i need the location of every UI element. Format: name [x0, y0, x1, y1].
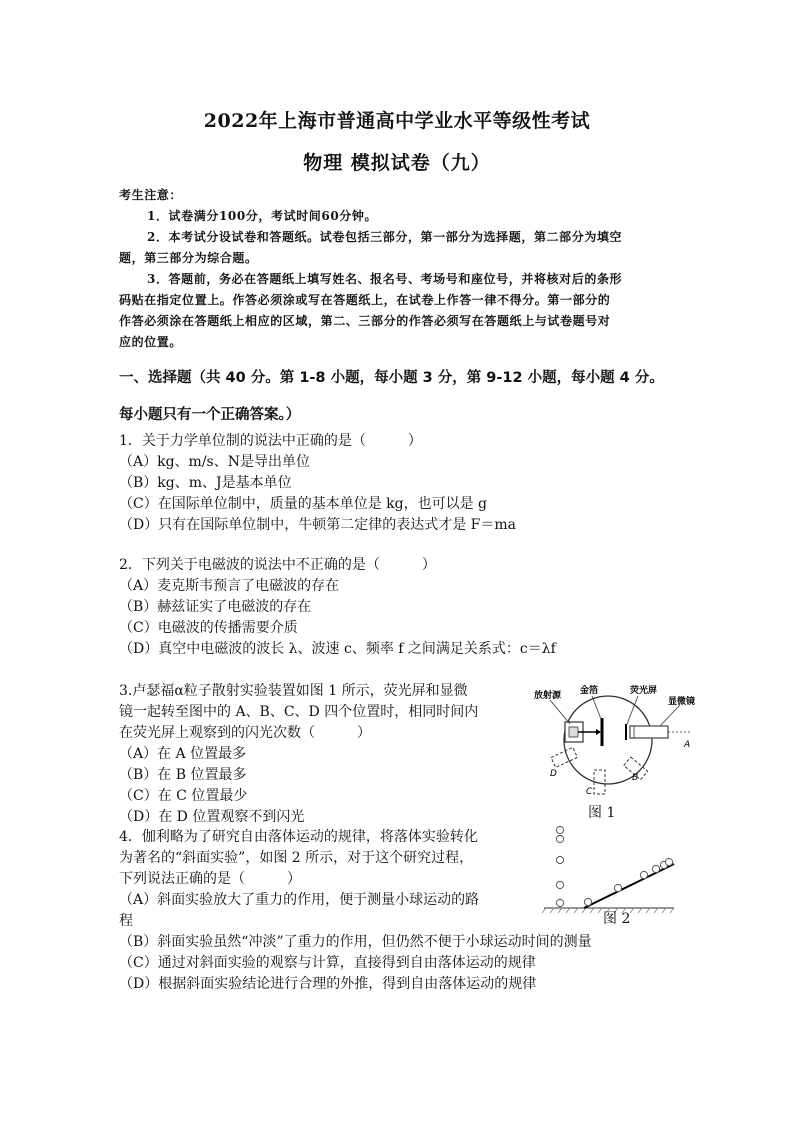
question-2-stem: 2．下列关于电磁波的说法中不正确的是（ ） [119, 557, 436, 573]
question-1-stem: 1．关于力学单位制的说法中正确的是（ ） [119, 433, 422, 449]
microscope-a [630, 726, 668, 738]
incline-ball [665, 858, 672, 865]
figure-1-rutherford-apparatus [530, 680, 700, 800]
section-heading-line-1: 一、选择题（共 40 分。第 1-8 小题，每小题 3 分，第 9-12 小题，每小题 4 分。 [119, 370, 664, 386]
question-3-option-d: （D）在 D 位置观察不到闪光 [119, 809, 305, 825]
label-d: D [550, 769, 557, 779]
label-source: 放射源 [534, 691, 562, 701]
question-4-stem-line-1: 4．伽利略为了研究自由落体运动的规律，将落体实验转化 [119, 829, 478, 845]
figure-1-caption: 图 1 [588, 805, 616, 821]
question-1-option-b: （B）kg、m、J是基本单位 [119, 475, 292, 491]
incline-ball [640, 871, 647, 878]
label-foil: 金箔 [580, 686, 599, 696]
figure-2-caption: 图 2 [603, 911, 631, 927]
question-3-stem-line-2: 镜一起转至图中的 A、B、C、D 四个位置时，相同时间内 [119, 704, 479, 720]
question-3-option-b: （B）在 B 位置最多 [119, 767, 247, 783]
falling-ball [556, 826, 563, 833]
exam-title: 2022年上海市普通高中学业水平等级性考试 [203, 110, 591, 132]
question-4-stem-line-3: 下列说法正确的是（ ） [119, 871, 301, 887]
question-4-option-a-cont: 程 [119, 913, 133, 929]
notice-line-2: 2．本考试分设试卷和答题纸。试卷包括三部分，第一部分为选择题，第二部分为填空 [147, 230, 623, 244]
exam-subtitle: 物理 模拟试卷（九） [303, 152, 491, 174]
question-4-option-b: （B）斜面实验虽然“冲淡”了重力的作用，但仍然不便于小球运动时间的测量 [119, 934, 592, 950]
notice-line-3: 题，第三部分为综合题。 [119, 251, 258, 265]
incline-ball [652, 865, 659, 872]
notice-line-5: 码贴在指定位置上。作答必须涂或写在答题纸上，在试卷上作答一律不得分。第一部分的 [119, 293, 611, 307]
incline-ball [614, 884, 621, 891]
notice-line-1: 1．试卷满分100分，考试时间60分钟。 [147, 209, 378, 223]
notice-line-7: 应的位置。 [119, 335, 183, 349]
question-3-stem-line-3: 在荧光屏上观察到的闪光次数（ ） [119, 725, 371, 741]
question-2-option-a: （A）麦克斯韦预言了电磁波的存在 [119, 578, 340, 594]
label-c: C [586, 787, 593, 797]
falling-ball [556, 881, 563, 888]
label-screen: 荧光屏 [630, 686, 658, 696]
falling-ball [556, 856, 563, 863]
question-4-option-d: （D）根据斜面实验结论进行合理的外推，得到自由落体运动的规律 [119, 976, 537, 992]
label-microscope: 显微镜 [668, 697, 696, 707]
question-1-option-a: （A）kg、m/s、N是导出单位 [119, 454, 310, 470]
question-4-stem-line-2: 为著名的“斜面实验”，如图 2 所示，对于这个研究过程， [119, 850, 474, 866]
question-3-stem-line-1: 3.卢瑟福α粒子散射实验装置如图 1 所示，荧光屏和显微 [119, 683, 468, 699]
notice-line-6: 作答必须涂在答题纸上相应的区域，第二、三部分的作答必须写在答题纸上与试卷题号对 [119, 314, 611, 328]
question-2-option-b: （B）赫兹证实了电磁波的存在 [119, 599, 312, 615]
question-2-option-d: （D）真空中电磁波的波长 λ、波速 c、频率 f 之间满足关系式：c＝λf [119, 641, 556, 657]
question-1-option-c: （C）在国际单位制中，质量的基本单位是 kg，也可以是 g [119, 496, 488, 512]
falling-ball [556, 835, 563, 842]
figure-2-incline-experiment [540, 822, 680, 914]
label-b: B [632, 773, 639, 783]
notice-heading: 考生注意： [119, 188, 183, 202]
position-d [551, 747, 577, 767]
question-3-option-a: （A）在 A 位置最多 [119, 746, 247, 762]
question-2-option-c: （C）电磁波的传播需要介质 [119, 620, 298, 636]
incline-ball [584, 898, 591, 905]
incline-plane [584, 864, 674, 908]
notice-line-4: 3．答题前，务必在答题纸上填写姓名、报名号、考场号和座位号，并将核对后的条形 [147, 272, 623, 286]
question-3-option-c: （C）在 C 位置最少 [119, 788, 248, 804]
section-heading-line-2: 每小题只有一个正确答案。） [119, 407, 301, 423]
question-1-option-d: （D）只有在国际单位制中，牛顿第二定律的表达式才是 F＝ma [119, 517, 517, 533]
falling-ball [556, 899, 563, 906]
question-4-option-c: （C）通过对斜面实验的观察与计算，直接得到自由落体运动的规律 [119, 955, 536, 971]
question-4-option-a: （A）斜面实验放大了重力的作用，便于测量小球运动的路 [119, 892, 480, 908]
label-a: A [684, 740, 691, 750]
